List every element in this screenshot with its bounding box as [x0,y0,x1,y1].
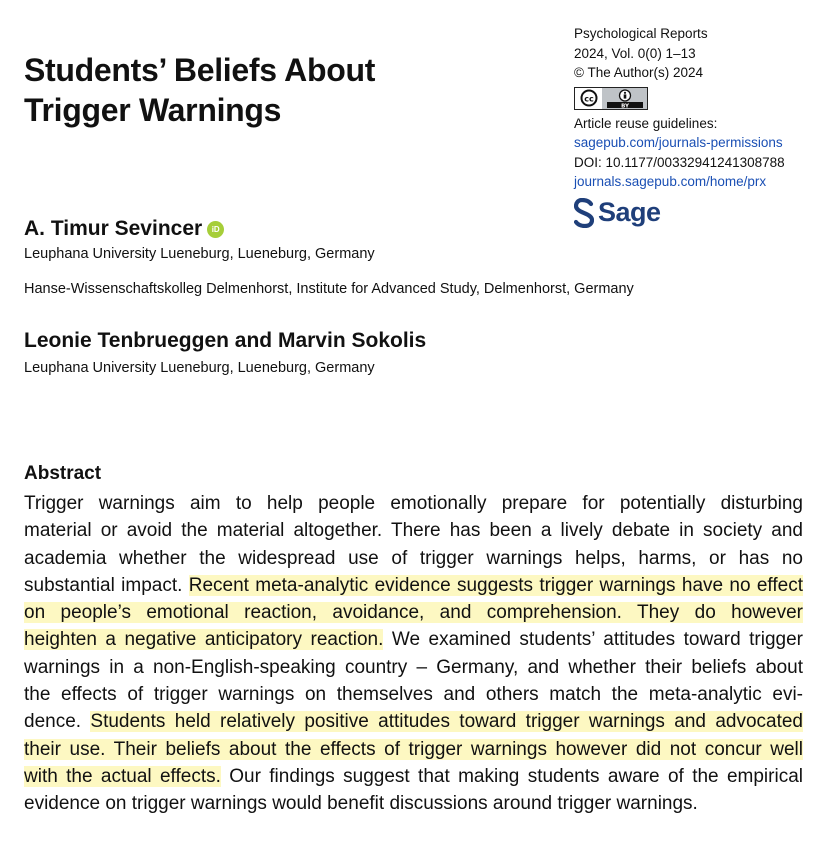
doi: DOI: 10.1177/00332941241308788 [574,154,785,170]
abstract-line [24,708,803,735]
cc-icon [575,88,602,109]
sage-s-icon [574,198,594,228]
highlighted-text: on people’s emotional reaction, avoidance, and comprehension. They do however [24,602,803,624]
author-1-name: A. Timur Sevincer [24,217,203,240]
abstract-line [24,572,803,599]
abstract-text: warnings in a non-English-speaking country – Germany, and whether their beliefs about [24,656,803,678]
abstract-text: the effects of trigger warnings on themselves and others match the meta-analytic evi- [24,684,803,706]
journal-link[interactable]: journals.sagepub.com/home/prx [574,174,767,189]
abstract-line [24,626,803,653]
highlighted-text: Recent meta-analytic evidence suggests trigger warnings have no effect [188,574,803,596]
abstract-text: material or avoid the material altogether. There has been a lively debate in society and [24,520,803,542]
abstract-text: dence. [24,711,91,733]
authors-2: Leonie Tenbrueggen and Marvin Sokolis [24,329,427,352]
reuse-label: Article reuse guidelines: [574,115,718,131]
abstract-line [24,790,803,817]
title-line-1: Students’ Beliefs About [24,52,376,88]
copyright: © The Author(s) 2024 [574,65,704,80]
abstract-line [24,736,803,763]
svg-text:cc: cc [583,94,594,104]
orcid-icon[interactable]: iD [207,221,224,238]
highlighted-text: Students held relatively positive attitudes toward trigger warnings and advocated [90,711,804,733]
sage-wordmark: Sage [598,196,661,227]
abstract-text: evidence on trigger warnings would benefit discussions around trigger warnings. [24,793,698,815]
abstract-line [24,599,803,626]
svg-text:BY: BY [620,102,629,108]
affiliation-1: Leuphana University Lueneburg, Lueneburg, Germany [24,246,375,262]
affiliation-2: Hanse-Wissenschaftskolleg Delmenhorst, Institute for Advanced Study, Delmenhorst, Germany [24,281,634,297]
author-1 [24,217,224,241]
by-icon [602,88,647,109]
cc-by-icon[interactable] [574,87,648,110]
journal-info [574,24,824,230]
abstract-line [24,681,803,708]
journal-name: Psychological Reports [574,26,708,41]
abstract-body [24,490,803,818]
abstract-heading: Abstract [24,463,102,484]
highlighted-text: heighten a negative anticipatory reaction. [24,629,384,651]
abstract-line [24,763,803,790]
sage-logo [574,196,824,230]
reuse-link[interactable]: sagepub.com/journals-permissions [574,135,783,150]
abstract-line [24,654,803,681]
paper-title [24,50,544,130]
abstract-text: Our findings suggest that making students aware of the empirical [220,765,803,787]
abstract-text: Trigger warnings aim to help people emotionally prepare for potentially disturbing [24,493,803,514]
affiliation-3: Leuphana University Lueneburg, Lueneburg, Germany [24,360,375,376]
highlighted-text: their use. Their beliefs about the effects of trigger warnings however did not concur well [24,738,803,760]
abstract-line [24,545,803,572]
abstract-line [24,517,803,544]
abstract-text: academia whether the widespread use of trigger warnings helps, harms, or has no [24,547,803,569]
title-line-2: Trigger Warnings [24,92,282,128]
abstract-text: substantial impact. [24,574,189,596]
abstract-line [24,490,803,517]
abstract-text: We examined students’ attitudes toward trigger [383,629,804,651]
highlighted-text: with the actual effects. [24,765,221,787]
journal-volume: 2024, Vol. 0(0) 1–13 [574,45,696,61]
